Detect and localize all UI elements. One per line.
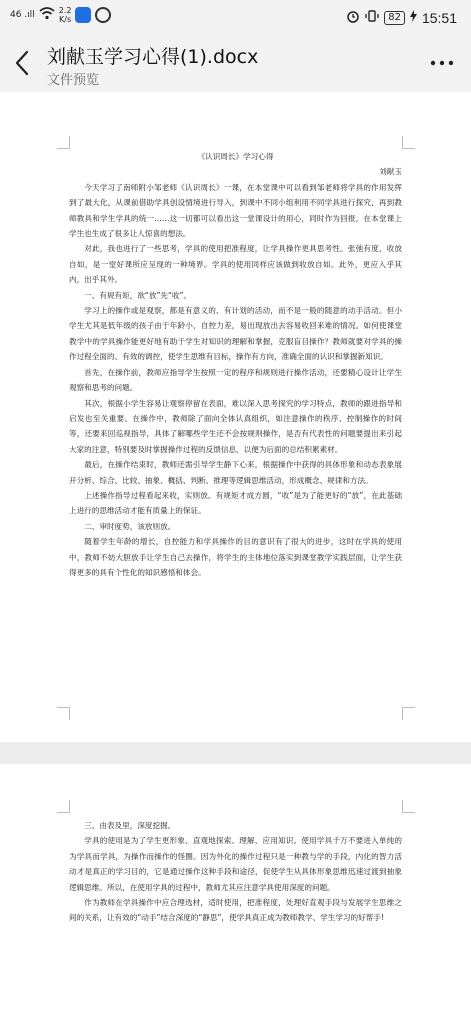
- paragraph: 最后，在操作结束时，教师还需引导学生静下心来，根据操作中获得的具体形象和动态表象展开分析、综合、比较、抽象、概括、判断、推理等逻辑思维活动，形成概念、规律和方法。: [69, 460, 402, 485]
- clock: 15:51: [421, 10, 457, 26]
- network-speed: [59, 6, 72, 24]
- crop-mark: [402, 136, 415, 149]
- back-button[interactable]: [12, 50, 34, 76]
- document-title: 《认识周长》学习心得: [197, 152, 274, 161]
- crop-mark: [402, 707, 415, 720]
- file-title: 刘献玉学习心得(1).docx: [47, 46, 259, 68]
- status-left: [10, 6, 111, 24]
- more-icon: [429, 59, 455, 67]
- paragraph: 今天学习了南师附小邹老师《认识周长》一课，在本堂课中可以看到邹老师将学具的作用发挥到了最大化，从课前借助学具创设情境进行导入，到课中不同小组利用不同学具进行探究，再到教师教具和学生学具的统一……这一切都可以看出这一堂课设计的用心，同时作为回报，在本堂课上学生也生成了很多让人惊喜的想法。: [69, 182, 402, 239]
- status-right: [346, 9, 457, 27]
- crop-mark: [57, 136, 70, 149]
- section-heading: 三、由表及里，深度挖掘。: [84, 821, 176, 830]
- crop-mark: [402, 800, 415, 813]
- app-icon: [75, 7, 91, 23]
- charging-icon: [410, 10, 417, 26]
- paragraph: 对此，我也进行了一些思考，学具的使用把准程度，让学具操作更具思考性。张弛有度、收放自如，是一堂好课所应呈现的一种境界。学具的使用同样应该做到收放自如。此外，更应入乎其内，出乎其外。: [69, 244, 402, 285]
- alarm-icon: [346, 9, 360, 27]
- crop-mark: [57, 800, 70, 813]
- ring-icon: [95, 7, 111, 23]
- paragraph: 上述操作指导过程看起来收，实则放。有规矩才成方圆，“收”是为了能更好的“放”，在此基础上进行的思维活动才能有质量上的保证。: [69, 490, 402, 516]
- paragraph: 首先，在操作前，教师应指导学生按照一定的程序和规则进行操作活动，还要精心设计让学生观察和思考的问题。: [69, 367, 402, 393]
- vibrate-icon: [365, 9, 379, 27]
- document-body: [69, 149, 402, 580]
- battery-icon: 82: [384, 11, 405, 25]
- document-page-2: [0, 764, 471, 1022]
- document-page-1: [0, 92, 471, 742]
- document-body: [69, 818, 402, 926]
- paragraph: 学习上的操作或是观察，都是有意义的、有计划的活动，而不是一般的随意的动手活动。但小学生尤其是低年级的孩子由于年龄小，自控力差，易出现放出去容易收回来难的情况。如何使课堂教学中的学具操作能更好地有助于学生对知识的理解和掌握，克服盲目操作？教师就要对学具的操作过程全面的、有效的调控，使学生思维有目标，操作有方向，准确全面的认识和掌握新知识。: [69, 306, 402, 362]
- network-speed-unit: K/s: [59, 15, 72, 24]
- paragraph: 其次，根据小学生容易让观察停留在表面，难以深入思考探究的学习特点，教师的跟进指导和启发也至关重要。在操作中，教师除了面向全体认真组织，如注意操作的秩序、控制操作的时间等，还要来回巡视指导，具体了解哪些学生还不会按规则操作，是否有代表性的问题要提出来引起大家的注意，特别要及时掌握操作过程的反馈信息，以便为后面的总结积累素材。: [69, 398, 402, 454]
- document-viewer[interactable]: [0, 92, 471, 1022]
- header-bar: [0, 36, 471, 92]
- wifi-icon: [39, 7, 55, 24]
- section-heading: 一、有规有矩，欲“放”先“收”。: [84, 290, 192, 300]
- paragraph: 学具的使用是为了学生更形象、直观地探索、理解、应用知识。使用学具千万不要进入单纯的为学具而学具，为操作而操作的怪圈。因为外化的操作过程只是一种教与学的手段，内化的智力活动才是真正的学习目的，它是通过操作这种手段和途径，促使学生从具体形象思维迅速过渡到抽象逻辑思维。所以，在使用学具的过程中，教师尤其应注意学具使用深度的问题。: [69, 836, 402, 892]
- network-speed-value: 2.2: [58, 6, 72, 15]
- file-preview-label: 文件预览: [47, 73, 100, 88]
- paragraph: 随着学生年龄的增长，自控能力和学具操作的目的意识有了很大的进步，这时在学具的使用中，教师不妨大胆放手让学生自己去操作，将学生的主体地位落实到课堂教学实践层面，让学生获得更多的具有个性化的知识感悟和体会。: [69, 537, 402, 577]
- crop-mark: [57, 707, 70, 720]
- document-author: 刘献玉: [379, 167, 402, 177]
- section-heading: 二、审时度势，该放则放。: [84, 521, 176, 531]
- more-button[interactable]: [429, 56, 455, 72]
- paragraph: 作为教师在学具操作中应合理选材，适时使用，把准程度，处理好直观手段与发展学生思维之间的关系，让有效的“动手”结合深度的“静思”，使学具真正成为教师教学、学生学习的好帮手!: [69, 898, 402, 923]
- signal-icon: 46 .ıll: [10, 9, 35, 20]
- back-arrow-icon: [12, 50, 34, 76]
- status-bar: [0, 0, 471, 36]
